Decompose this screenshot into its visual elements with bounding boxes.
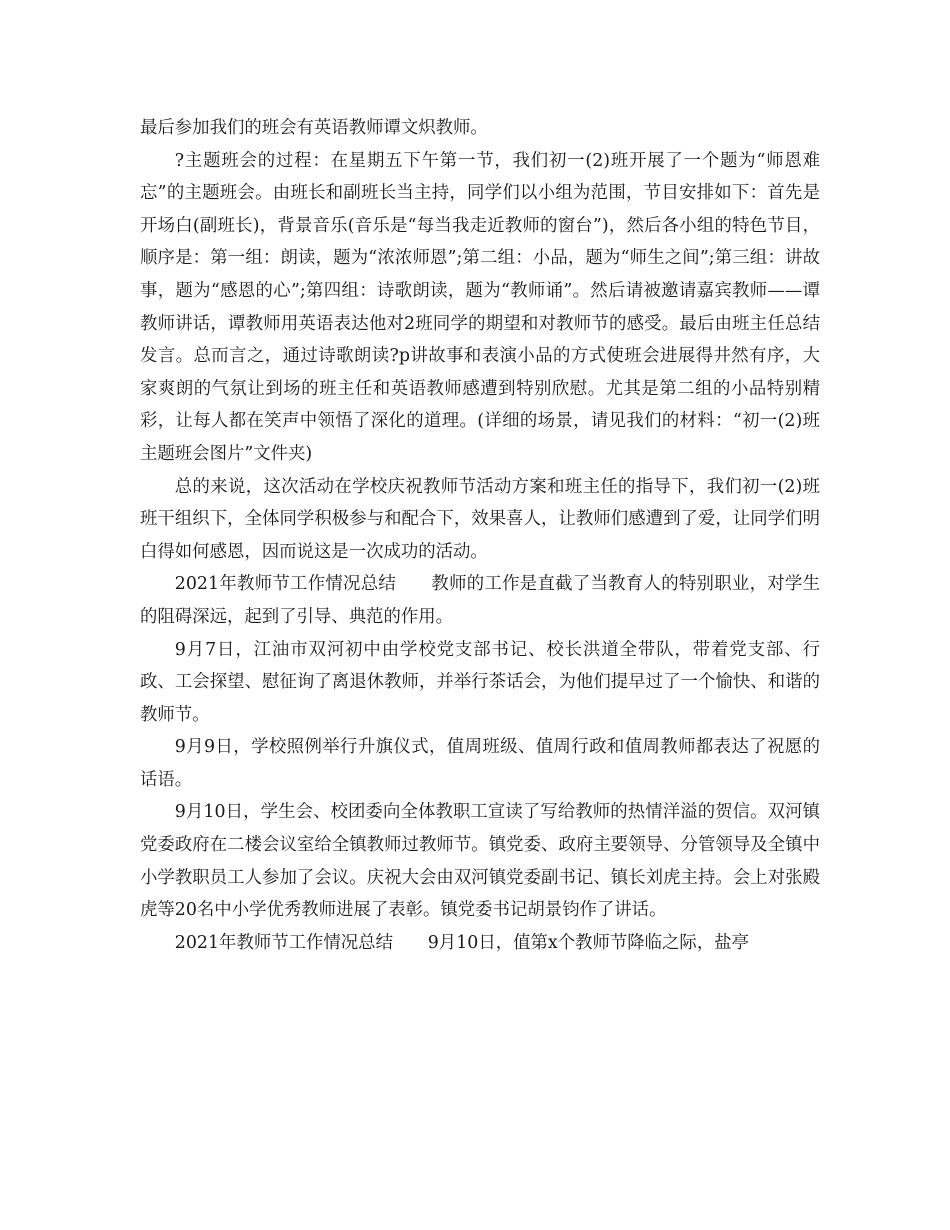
- document-body: [140, 112, 820, 959]
- paragraph-3: 总的来说，这次活动在学校庆祝教师节活动方案和班主任的指导下，我们初一(2)班班干组织下，全体同学积极参与和配合下，效果喜人，让教师们感遭到了爱，让同学们明白得如何感恩，因而说这是一次成功的活动。: [140, 476, 820, 562]
- paragraph-8: 2021年教师节工作情况总结 9月10日，值第x个教师节降临之际，盐亭: [174, 932, 749, 953]
- paragraph-5: 9月7日，江油市双河初中由学校党支部书记、校长洪道全带队，带着党支部、行政、工会探望、慰征询了离退休教师，并举行茶话会，为他们提早过了一个愉快、和谐的教师节。: [140, 639, 820, 725]
- paragraph-7: 9月10日，学生会、校团委向全体教职工宣读了写给教师的热情洋溢的贺信。双河镇党委政府在二楼会议室给全镇教师过教师节。镇党委、政府主要领导、分管领导及全镇中小学教职员工人参加了会议。庆祝大会由双河镇党委副书记、镇长刘虎主持。会上对张殿虎等20名中小学优秀教师进展了表彰。镇党委书记胡景钧作了讲话。: [140, 802, 820, 921]
- paragraph-1: 最后参加我们的班会有英语教师谭文炽教师。: [140, 118, 488, 138]
- paragraph-6: 9月9日，学校照例举行升旗仪式，值周班级、值周行政和值周教师都表达了祝愿的话语。: [140, 737, 820, 790]
- paragraph-2: ?主题班会的过程：在星期五下午第一节，我们初一(2)班开展了一个题为“师恩难忘”的主题班会。由班长和副班长当主持，同学们以小组为范围，节目安排如下：首先是开场白(副班长)，背景音乐(音乐是“每当我走近教师的窗台”)，然后各小组的特色节目，顺序是：第一组：朗读，题为“浓浓师恩”;第二组：小品，题为“师生之间”;第三组：讲故事，题为“感恩的心”;第四组：诗歌朗读，题为“教师诵”。然后请被邀请嘉宾教师——谭教师讲话，谭教师用英语表达他对2班同学的期望和对教师节的感受。最后由班主任总结发言。总而言之，通过诗歌朗读?p讲故事和表演小品的方式使班会进展得井然有序，大家爽朗的气氛让到场的班主任和英语教师感遭到特别欣慰。尤其是第二组的小品特别精彩，让每人都在笑声中领悟了深化的道理。(详细的场景，请见我们的材料：“初一(2)班主题班会图片”文件夹): [140, 150, 820, 464]
- paragraph-4: 2021年教师节工作情况总结 教师的工作是直截了当教育人的特别职业，对学生的阻碍深远，起到了引导、典范的作用。: [140, 574, 820, 627]
